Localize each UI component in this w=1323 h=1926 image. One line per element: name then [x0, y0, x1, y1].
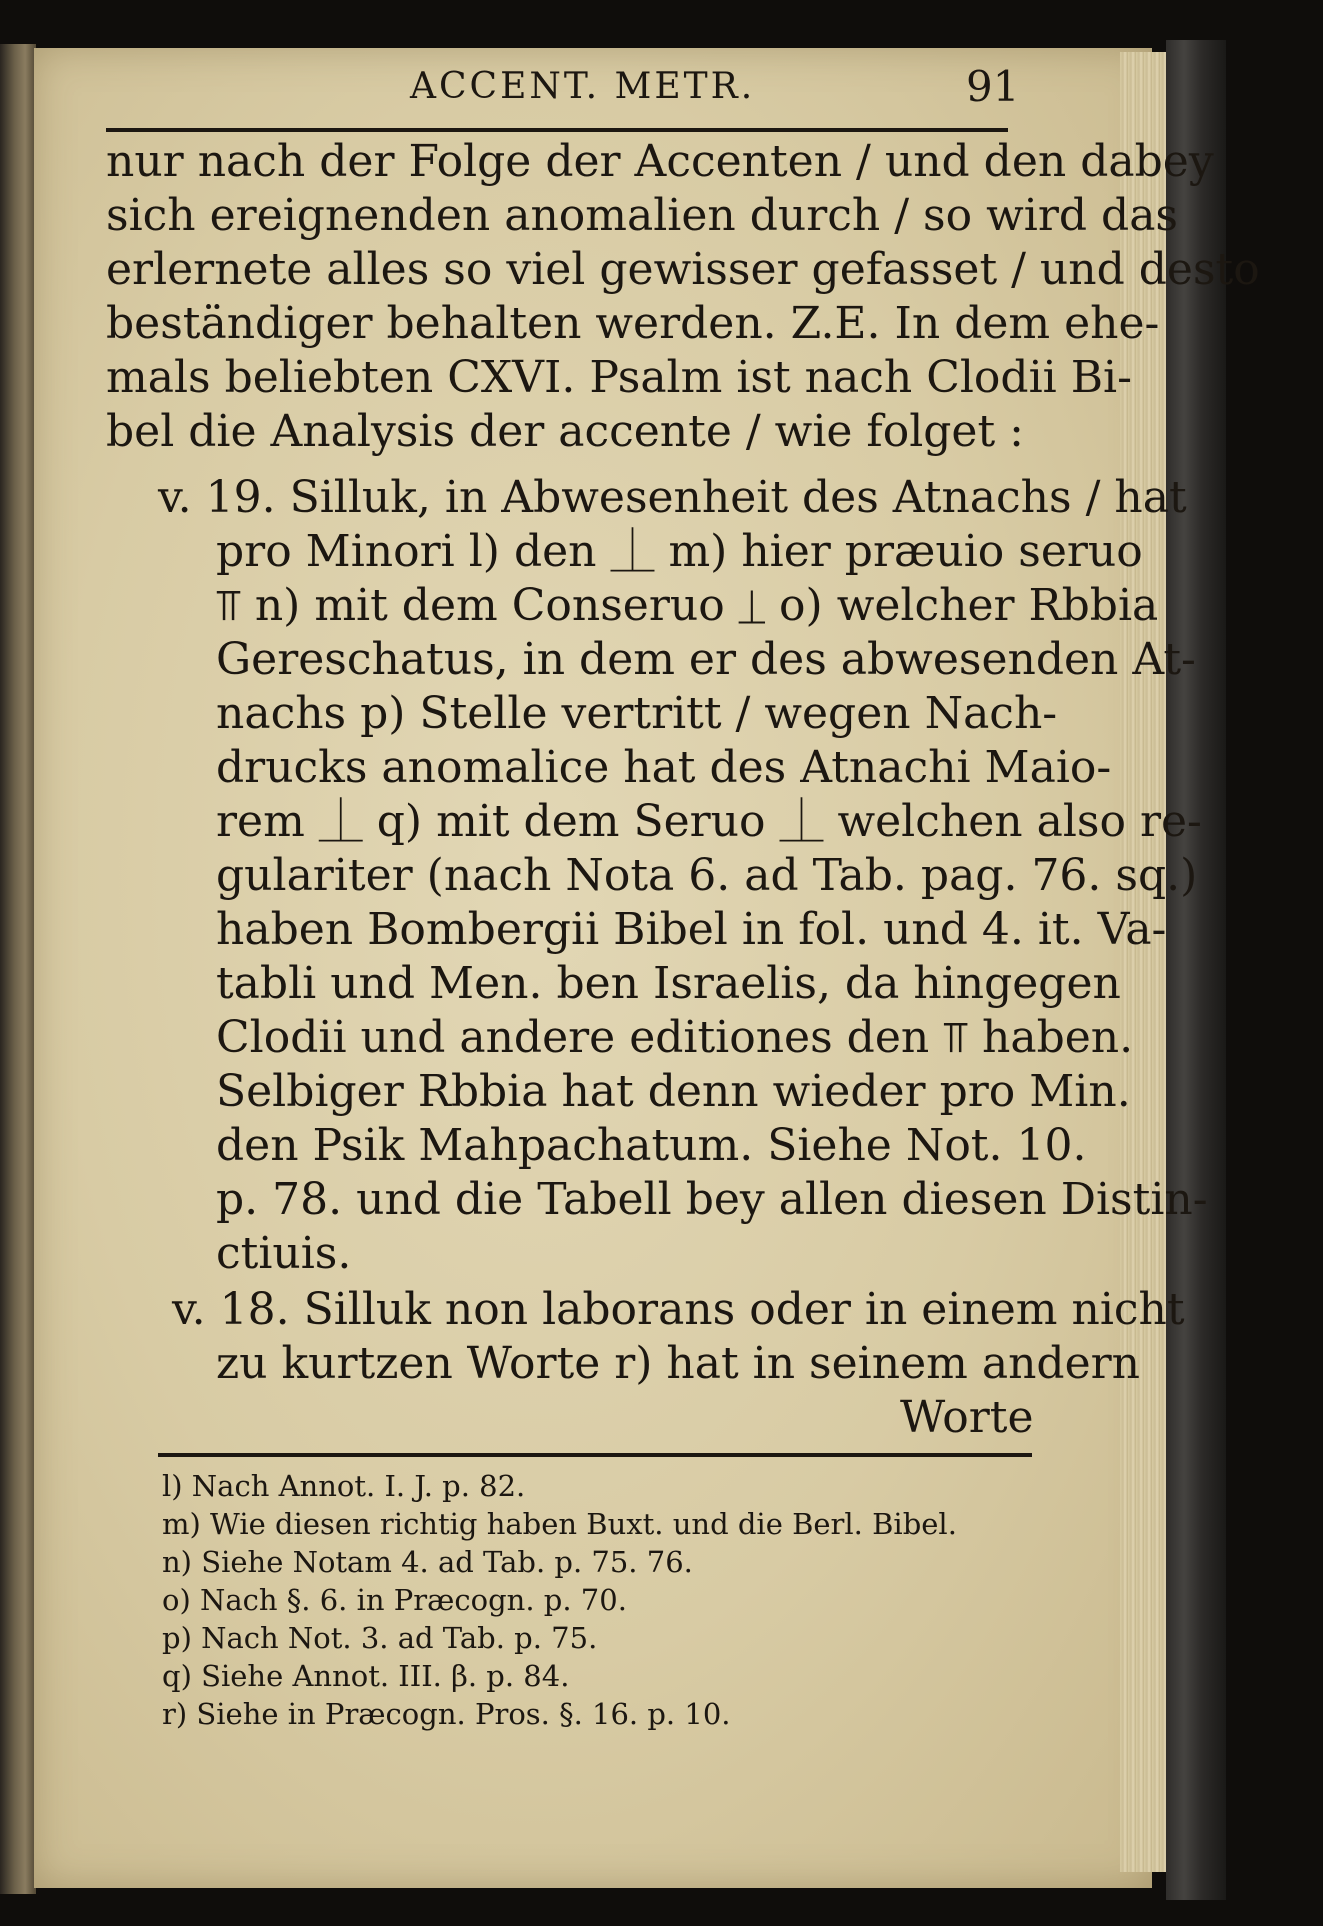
body-line: drucks anomalice hat des Atnachi Maio-: [216, 742, 1112, 793]
footnote: m) Wie diesen richtig haben Buxt. und die Berl. Bibel.: [162, 1507, 957, 1541]
footnote: q) Siehe Annot. III. β. p. 84.: [162, 1659, 570, 1693]
body-line: ctiuis.: [216, 1228, 352, 1279]
body-line: Gereschatus, in dem er des abwesenden At-: [216, 634, 1196, 685]
body-line: erlernete alles so viel gewisser gefasset / und desto: [106, 244, 1260, 295]
page-number: 91: [966, 62, 1020, 111]
body-line: Selbiger Rbbia hat denn wieder pro Min.: [216, 1066, 1131, 1117]
body-line: zu kurtzen Worte r) hat in seinem andern: [216, 1338, 1140, 1389]
running-header: [0, 58, 1323, 118]
body-line: bel die Analysis der accente / wie folget :: [106, 406, 1024, 457]
body-line: beständiger behalten werden. Z.E. In dem ehe-: [106, 298, 1160, 349]
body-line: v. 18. Silluk non laborans oder in einem nicht: [172, 1284, 1185, 1335]
footnote: r) Siehe in Præcogn. Pros. §. 16. p. 10.: [162, 1697, 731, 1731]
footnote: n) Siehe Notam 4. ad Tab. p. 75. 76.: [162, 1545, 693, 1579]
footnote-rule: [158, 1453, 1032, 1457]
body-line: den Psik Mahpachatum. Siehe Not. 10.: [216, 1120, 1087, 1171]
body-line: haben Bombergii Bibel in fol. und 4. it. Va-: [216, 904, 1167, 955]
body-line: pro Minori l) den ⏊ m) hier præuio seruo: [216, 526, 1143, 577]
book-spine: [1166, 40, 1226, 1900]
footnote: o) Nach §. 6. in Præcogn. p. 70.: [162, 1583, 627, 1617]
body-line: Clodii und andere editiones den ⫪ haben.: [216, 1012, 1134, 1063]
catchword: Worte: [900, 1392, 1034, 1443]
body-line: sich ereignenden anomalien durch / so wird das: [106, 190, 1179, 241]
header-rule: [106, 128, 1008, 132]
body-line: tabli und Men. ben Israelis, da hingegen: [216, 958, 1121, 1009]
body-line: v. 19. Silluk, in Abwesenheit des Atnachs / hat: [158, 472, 1187, 523]
book-left-edge: [0, 44, 36, 1894]
body-line: rem ⏊ q) mit dem Seruo ⏊ welchen also re-: [216, 796, 1202, 847]
body-line: gulariter (nach Nota 6. ad Tab. pag. 76. sq.): [216, 850, 1198, 901]
footnote: p) Nach Not. 3. ad Tab. p. 75.: [162, 1621, 598, 1655]
header-title: ACCENT. METR.: [410, 66, 756, 107]
body-line: ⫪ n) mit dem Conseruo ⏊ o) welcher Rbbia: [216, 580, 1159, 631]
footnote: l) Nach Annot. I. J. p. 82.: [162, 1469, 526, 1503]
body-line: mals beliebten CXVI. Psalm ist nach Clodii Bi-: [106, 352, 1132, 403]
body-line: nur nach der Folge der Accenten / und den dabey: [106, 136, 1214, 187]
body-line: nachs p) Stelle vertritt / wegen Nach-: [216, 688, 1058, 739]
body-line: p. 78. und die Tabell bey allen diesen Distin-: [216, 1174, 1208, 1225]
